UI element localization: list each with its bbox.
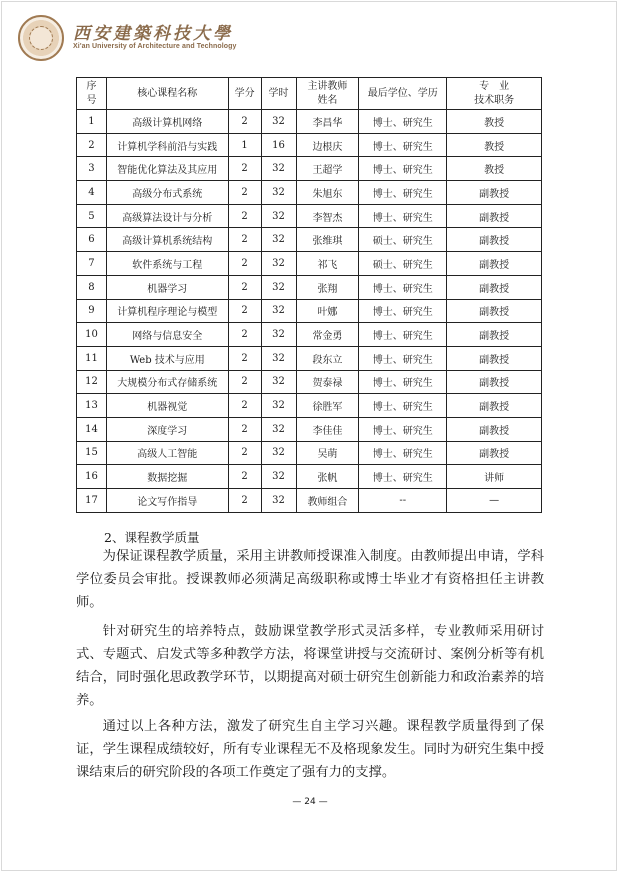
column-header [77,78,107,110]
table-cell: 16 [261,133,296,157]
table-cell: 高级人工智能 [106,441,228,465]
table-cell: 大规模分布式存储系统 [106,370,228,394]
paragraph-3: 通过以上各种方法，激发了研究生自主学习兴趣。课程教学质量得到了保证，学生课程成绩较好，所有专业课程无不及格现象发生。同时为研究生集中授课结束后的研究阶段的各项工作奠定了强有力的支撑。 [76,719,544,780]
table-row [77,157,542,181]
table-cell: 硕士、研究生 [359,252,447,276]
table-cell: 2 [228,275,261,299]
table-cell: 李智杰 [296,204,359,228]
table-cell: 2 [228,465,261,489]
table-cell: 机器学习 [106,275,228,299]
table-cell: 32 [261,299,296,323]
table-cell: 博士、研究生 [359,441,447,465]
table-cell: 2 [228,394,261,418]
table-cell: 祁飞 [296,252,359,276]
table-cell: 张翔 [296,275,359,299]
table-cell: 32 [261,417,296,441]
table-row [77,133,542,157]
table-cell: 讲师 [447,465,542,489]
table-cell: 17 [77,489,107,513]
column-header-text: 学分 [234,87,255,99]
table-row [77,441,542,465]
table-row [77,110,542,134]
table-cell: 贺泰禄 [296,370,359,394]
table-cell: 高级计算机网络 [106,110,228,134]
table-row [77,394,542,418]
table-cell: 2 [228,252,261,276]
table-cell: 副教授 [447,417,542,441]
table-row [77,228,542,252]
table-cell: 博士、研究生 [359,110,447,134]
table-cell: 教授 [447,157,542,181]
table-cell: 2 [228,228,261,252]
table-cell: 6 [77,228,107,252]
table-cell: 博士、研究生 [359,157,447,181]
table-row [77,204,542,228]
table-cell: 5 [77,204,107,228]
table-cell: 深度学习 [106,417,228,441]
table-cell: 段东立 [296,346,359,370]
table-cell: 32 [261,157,296,181]
table-cell: 博士、研究生 [359,370,447,394]
table-cell: 副教授 [447,441,542,465]
table-cell: 教师组合 [296,489,359,513]
table-cell: -- [359,489,447,513]
table-cell: 2 [228,181,261,205]
table-cell: 4 [77,181,107,205]
column-header [359,78,447,110]
table-row [77,299,542,323]
table-cell: 副教授 [447,394,542,418]
table-cell: 软件系统与工程 [106,252,228,276]
page-number: — 24 — [292,797,328,807]
table-cell: 14 [77,417,107,441]
table-cell: 2 [228,157,261,181]
table-cell: 网络与信息安全 [106,323,228,347]
table-cell: 16 [77,465,107,489]
table-cell: 硕士、研究生 [359,228,447,252]
table-cell: 徐胜军 [296,394,359,418]
table-cell: 32 [261,275,296,299]
table-cell: 32 [261,204,296,228]
table-cell: 32 [261,323,296,347]
column-header-text: 学时 [268,87,289,99]
column-header-text: 技术职务 [474,94,515,106]
table-cell: 32 [261,489,296,513]
table-cell: 32 [261,441,296,465]
table-cell: 32 [261,370,296,394]
table-cell: 副教授 [447,370,542,394]
table-cell: 2 [228,417,261,441]
table-cell: 12 [77,370,107,394]
table-cell: 2 [228,346,261,370]
table-cell: 副教授 [447,181,542,205]
table-cell: 高级算法设计与分析 [106,204,228,228]
table-cell: 2 [228,489,261,513]
table-header-row [77,78,542,110]
table-cell: 王超学 [296,157,359,181]
table-cell: 博士、研究生 [359,394,447,418]
column-header-text: 号 [86,94,97,106]
table-cell: 7 [77,252,107,276]
table-cell: 10 [77,323,107,347]
table-cell: 1 [228,133,261,157]
table-cell: 32 [261,346,296,370]
table-cell: 副教授 [447,346,542,370]
table-cell: 博士、研究生 [359,133,447,157]
university-header [18,12,578,64]
column-header-text: 姓名 [317,94,338,106]
table-cell: 副教授 [447,204,542,228]
table-cell: 8 [77,275,107,299]
column-header [447,78,542,110]
column-header-text: 主讲教师 [307,80,348,92]
table-cell: 副教授 [447,299,542,323]
column-header [261,78,296,110]
table-cell: 15 [77,441,107,465]
table-cell: 11 [77,346,107,370]
table-cell: 副教授 [447,228,542,252]
table-row [77,489,542,513]
table-cell: — [447,489,542,513]
table-cell: 李佳佳 [296,417,359,441]
table-cell: 32 [261,181,296,205]
table-row [77,323,542,347]
table-row [77,181,542,205]
column-header-text: 最后学位、学历 [367,87,438,99]
column-header-text: 专 业 [479,80,510,92]
table-cell: 计算机学科前沿与实践 [106,133,228,157]
table-cell: 副教授 [447,323,542,347]
table-cell: 副教授 [447,275,542,299]
table-row [77,465,542,489]
table-body [77,110,542,513]
table-cell: 博士、研究生 [359,299,447,323]
table-cell: 博士、研究生 [359,417,447,441]
column-header-text: 核心课程名称 [137,87,198,99]
table-cell: 1 [77,110,107,134]
table-cell: 高级计算机系统结构 [106,228,228,252]
column-header-text: 序 [86,80,97,92]
table-cell: 2 [228,441,261,465]
core-courses-table [76,77,542,513]
table-cell: 张维琪 [296,228,359,252]
table-cell: 博士、研究生 [359,465,447,489]
table-cell: 2 [228,299,261,323]
table-cell: 教授 [447,133,542,157]
table-cell: 常金勇 [296,323,359,347]
table-cell: 32 [261,252,296,276]
table-cell: 32 [261,394,296,418]
table-cell: 论文写作指导 [106,489,228,513]
table-cell: 机器视觉 [106,394,228,418]
university-logo-icon [18,15,64,61]
table-cell: 3 [77,157,107,181]
column-header [296,78,359,110]
table-cell: 2 [228,204,261,228]
table-cell: 博士、研究生 [359,346,447,370]
university-name-cn: 西安建築科技大學 [73,24,233,44]
table-cell: 高级分布式系统 [106,181,228,205]
table-cell: 32 [261,110,296,134]
table-cell: 2 [228,370,261,394]
table-row [77,417,542,441]
table-cell: 吴萌 [296,441,359,465]
table-cell: 博士、研究生 [359,181,447,205]
paragraph-2: 针对研究生的培养特点，鼓励课堂教学形式灵活多样，专业教师采用研讨式、专题式、启发式等多种教学方法，将课堂讲授与交流研讨、案例分析等有机结合，同时强化思政教学环节，以期提高对硕士研究生创新能力和政治素养的培养。 [76,624,544,708]
table-cell: 博士、研究生 [359,275,447,299]
table-row [77,275,542,299]
table-cell: 32 [261,465,296,489]
paragraph-1: 为保证课程教学质量，采用主讲教师授课准入制度。由教师提出申请，学科学位委员会审批。授课教师必须满足高级职称或博士毕业才有资格担任主讲教师。 [76,549,544,610]
table-cell: 教授 [447,110,542,134]
table-cell: 智能优化算法及其应用 [106,157,228,181]
table-cell: 2 [228,323,261,347]
table-cell: 13 [77,394,107,418]
table-cell: 张帆 [296,465,359,489]
table-cell: 9 [77,299,107,323]
table-row [77,346,542,370]
table-cell: 博士、研究生 [359,323,447,347]
table-cell: 数据挖掘 [106,465,228,489]
table-cell: 李昌华 [296,110,359,134]
table-cell: Web 技术与应用 [106,346,228,370]
table-cell: 2 [77,133,107,157]
table-cell: 朱旭东 [296,181,359,205]
table-row [77,252,542,276]
column-header [106,78,228,110]
table-cell: 32 [261,228,296,252]
table-cell: 2 [228,110,261,134]
table-cell: 边根庆 [296,133,359,157]
table-row [77,370,542,394]
table-cell: 副教授 [447,252,542,276]
section-title: 2、课程教学质量 [104,530,200,545]
column-header [228,78,261,110]
table-cell: 计算机程序理论与模型 [106,299,228,323]
table-cell: 叶娜 [296,299,359,323]
table-cell: 博士、研究生 [359,204,447,228]
university-name-en: Xi'an University of Architecture and Technology [73,43,237,50]
